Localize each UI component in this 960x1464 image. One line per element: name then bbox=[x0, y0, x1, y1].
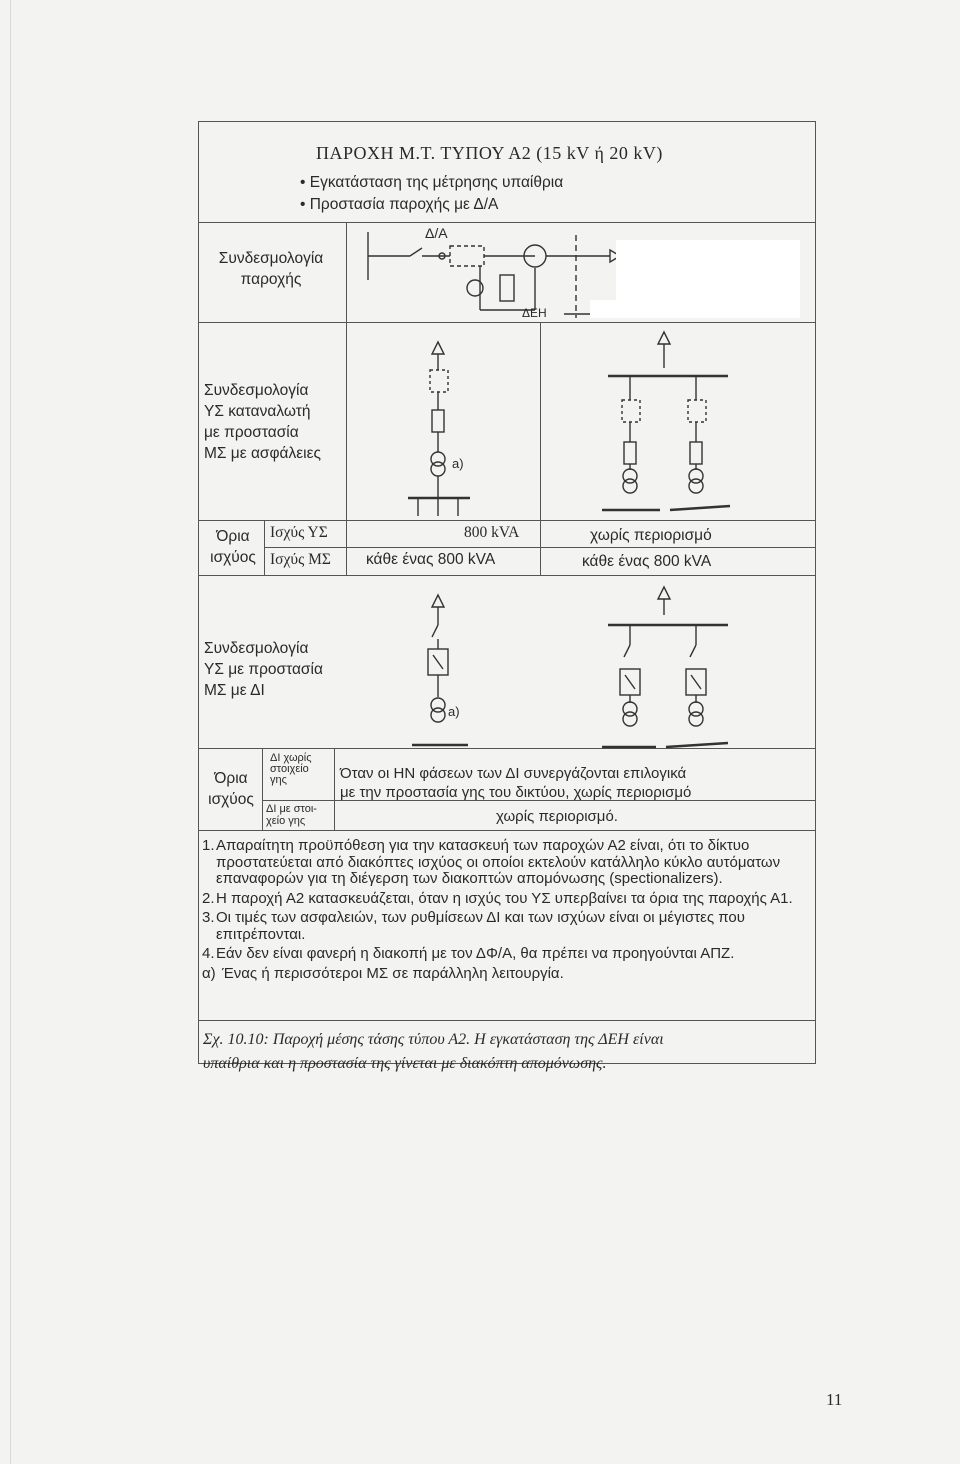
divider-limits1 bbox=[198, 575, 816, 576]
limits2-text bbox=[340, 764, 691, 802]
limits2-row2-line-1: ΔΙ με στοι- bbox=[266, 803, 317, 815]
switches-label-line-3: ΜΣ με ΔΙ bbox=[204, 682, 265, 699]
note-4 bbox=[202, 946, 808, 963]
fuses-label-line-1: Συνδεσμολογία bbox=[204, 382, 309, 399]
breaker-label: Δ/Α bbox=[425, 225, 448, 241]
supply-label-line-2: παροχής bbox=[240, 271, 302, 288]
divider-limits2-b bbox=[334, 748, 335, 830]
page-edge bbox=[10, 0, 11, 1464]
note-4-text: Εάν δεν είναι φανερή η διακοπή με τον ΔΦ/Α, θα πρέπει να προηγούνται ΑΠΖ. bbox=[216, 945, 735, 962]
fuses-label bbox=[204, 380, 321, 464]
divider-fuses-col bbox=[346, 322, 347, 520]
fuses-diagram-multi bbox=[600, 330, 760, 520]
limits1-multi-ys: χωρίς περιορισμό bbox=[590, 527, 712, 544]
limits2-row1-line-1: ΔΙ χωρίς bbox=[270, 752, 312, 764]
fuses-diagram-single bbox=[400, 330, 510, 520]
divider-notes bbox=[198, 1020, 816, 1021]
redacted-area bbox=[616, 240, 800, 318]
divider-supply bbox=[198, 322, 816, 323]
note-a-text: Ένας ή περισσότεροι ΜΣ σε παράλληλη λειτουργία. bbox=[222, 964, 564, 982]
note-a bbox=[202, 966, 808, 983]
note-1-text: Απαραίτητη προϋπόθεση για την κατασκευή των παροχών Α2 είναι, ότι το δίκτυο προστατεύεται από διακόπτες ισχύος οι οποίοι εκτελούν κατάλληλο κύκλο αυτόματων επαναφορών για τη διέγερση των διακοπτών απομόνωσης (spectionalizers). bbox=[216, 837, 781, 887]
limits1-row1-label: Ισχύς ΥΣ bbox=[270, 524, 328, 541]
note-3 bbox=[202, 910, 808, 943]
limits1-single-ms: κάθε ένας 800 kVA bbox=[366, 551, 496, 568]
note-2-num: 2. bbox=[202, 889, 215, 907]
fuses-marker: a) bbox=[452, 456, 464, 471]
switches-diagram-multi bbox=[600, 585, 760, 750]
notes-list bbox=[202, 838, 808, 982]
limits2-left-line-1: Όρια bbox=[214, 770, 248, 787]
limits1-left-line-1: Όρια bbox=[216, 528, 250, 545]
caption-line-2: υπαίθρια και η προστασία της γίνεται με διακόπτη απομόνωσης. bbox=[203, 1055, 607, 1072]
limits2-row1-line-3: γης bbox=[270, 774, 287, 786]
limits2-row2-line-2: χείο γης bbox=[266, 815, 306, 827]
limits2-text-line-2: με την προστασία γης του δικτύου, χωρίς περιορισμό bbox=[340, 784, 692, 801]
limits1-multi-ms: κάθε ένας 800 kVA bbox=[582, 553, 712, 570]
limits1-left-label bbox=[202, 526, 264, 568]
divider-limits2-a bbox=[262, 748, 263, 830]
limits1-row2-label: Ισχύς ΜΣ bbox=[270, 551, 331, 568]
switches-label bbox=[204, 638, 323, 701]
divider-limits2 bbox=[198, 830, 816, 831]
note-a-num: α) bbox=[202, 964, 216, 982]
divider-limits1-b bbox=[346, 520, 347, 575]
supply-label bbox=[206, 248, 336, 290]
fuses-label-line-3: με προστασία bbox=[204, 424, 299, 441]
page-title: ΠΑΡΟΧΗ Μ.Τ. ΤΥΠΟΥ Α2 (15 kV ή 20 kV) bbox=[316, 143, 663, 163]
switches-label-line-2: ΥΣ με προστασία bbox=[204, 661, 323, 678]
fuses-label-line-4: ΜΣ με ασφάλειες bbox=[204, 445, 321, 462]
note-2-text: Η παροχή Α2 κατασκευάζεται, όταν η ισχύς του ΥΣ υπερβαίνει τα όρια της παροχής Α1. bbox=[216, 889, 793, 907]
page-number: 11 bbox=[826, 1390, 843, 1409]
note-3-text: Οι τιμές των ασφαλειών, των ρυθμίσεων ΔΙ και των ισχύων είναι οι μέγιστες που επιτρέπονται. bbox=[216, 909, 745, 943]
switches-label-line-1: Συνδεσμολογία bbox=[204, 640, 309, 657]
note-3-num: 3. bbox=[202, 909, 215, 926]
limits1-single-ys: 800 kVA bbox=[464, 524, 520, 541]
note-2 bbox=[202, 891, 808, 908]
limits2-left-line-2: ισχύος bbox=[208, 791, 254, 808]
note-1-num: 1. bbox=[202, 837, 215, 854]
switches-diagram-single bbox=[400, 585, 510, 750]
bullet-2-text: Προστασία παροχής με Δ/Α bbox=[309, 196, 499, 213]
switches-marker: a) bbox=[448, 704, 460, 719]
bullet-1: • Εγκατάσταση της μέτρησης υπαίθρια bbox=[300, 174, 564, 191]
bullet-1-text: Εγκατάσταση της μέτρησης υπαίθρια bbox=[309, 174, 564, 191]
bullet-2: • Προστασία παροχής με Δ/Α bbox=[300, 196, 499, 213]
limits2-text-line-1: Όταν οι ΗΝ φάσεων των ΔΙ συνεργάζονται επιλογικά bbox=[340, 765, 687, 782]
fuses-label-line-2: ΥΣ καταναλωτή bbox=[204, 403, 311, 420]
limits2-text-row2: χωρίς περιορισμό. bbox=[496, 808, 618, 825]
figure-caption bbox=[203, 1028, 664, 1076]
divider-supply-col bbox=[346, 222, 347, 322]
supply-label-line-1: Συνδεσμολογία bbox=[218, 250, 324, 267]
utility-label: ΔΕΗ bbox=[522, 306, 547, 320]
redacted-area-2 bbox=[590, 300, 620, 318]
caption-line-1: Σχ. 10.10: Παροχή μέσης τάσης τύπου Α2. Η εγκατάσταση της ΔΕΗ είναι bbox=[203, 1031, 664, 1048]
limits2-row1-label bbox=[270, 753, 312, 786]
limits2-row1-line-2: στοιχείο bbox=[270, 763, 309, 775]
limits1-left-line-2: ισχύος bbox=[210, 549, 256, 566]
divider-fuses-mid bbox=[540, 322, 541, 575]
limits2-left-label bbox=[200, 768, 262, 810]
divider-limits1-a bbox=[264, 520, 265, 575]
divider-fuses bbox=[198, 520, 816, 521]
note-4-num: 4. bbox=[202, 945, 215, 962]
limits2-row2-label bbox=[266, 803, 317, 827]
note-1 bbox=[202, 838, 808, 888]
divider-header bbox=[198, 222, 816, 223]
